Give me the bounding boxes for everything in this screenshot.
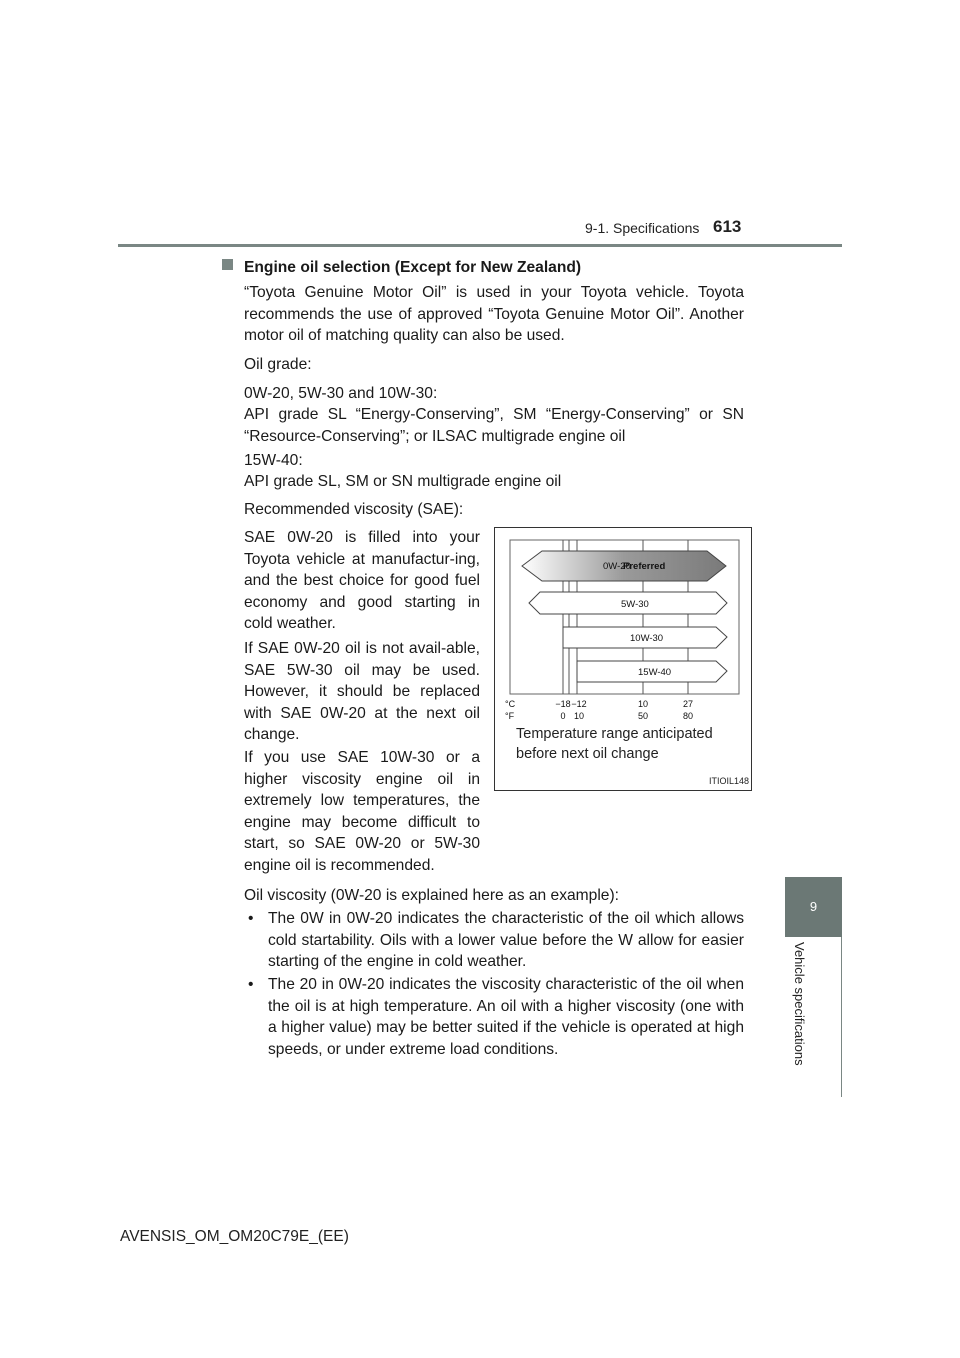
bullet-text: The 20 in 0W-20 indicates the viscosity characteristic of the oil when the oil is at high temperature. An oil with a higher viscosity (one with a higher value) may be better suited if the vehicle is operated at high speeds, or under extreme load conditions.: [268, 976, 744, 1058]
grade1-title: 0W-20, 5W-30 and 10W-30:: [244, 385, 438, 402]
para-10w30: If you use SAE 10W-30 or a higher viscosity engine oil in extremely low temperatures, the engine may become difficult to start, so SAE 0W-20 or 5W-30 engine oil is recommended.: [244, 749, 480, 874]
side-rail: [841, 937, 842, 1097]
document-id: AVENSIS_OM_OM20C79E_(EE): [120, 1228, 349, 1245]
section-heading-wrap: [244, 257, 744, 279]
tick-c: 27: [682, 699, 694, 709]
tick-c: −12: [571, 699, 587, 709]
figure-caption: [516, 724, 713, 764]
bar-label-5w30: 5W-30: [621, 599, 649, 610]
bullet-dot: •: [248, 910, 254, 927]
heading-square-icon: [222, 259, 233, 270]
unit-fahrenheit: °F: [505, 711, 515, 721]
tick-f: 10: [573, 711, 585, 721]
bar-label-15w40: 15W-40: [638, 667, 672, 678]
tick-c: 10: [637, 699, 649, 709]
grade2-title: 15W-40:: [244, 452, 303, 469]
para-5w30: If SAE 0W-20 oil is not avail-able, SAE 5W-30 oil may be used. However, it should be replaced with SAE 0W-20 at the next oil change.: [244, 640, 480, 743]
page-number: 613: [713, 217, 742, 236]
figure-id: ITIOIL148: [709, 776, 750, 786]
bar-extra-0w20: Preferred: [623, 561, 666, 572]
bar-label-10w30: 10W-30: [630, 633, 664, 644]
para-0w20: SAE 0W-20 is filled into your Toyota vehicle at manufactur-ing, and the best choice for good fuel economy and good starting in cold weather.: [244, 529, 480, 632]
tick-f: 50: [637, 711, 649, 721]
tick-f: 0: [560, 711, 566, 721]
caption-line: Temperature range anticipated: [516, 726, 713, 742]
viscosity-example: Oil viscosity (0W-20 is explained here as an example):: [244, 887, 619, 904]
tick-c: −18: [555, 699, 571, 709]
bullet-dot: •: [248, 976, 254, 993]
header-rule: [118, 244, 842, 247]
section-title: 9-1. Specifications: [585, 220, 700, 236]
chapter-label-wrap: [792, 942, 823, 1092]
section-heading: Engine oil selection (Except for New Zealand): [244, 259, 582, 276]
grade2-text: API grade SL, SM or SN multigrade engine oil: [244, 473, 562, 490]
oil-grade-label: Oil grade:: [244, 356, 312, 373]
chapter-label: Vehicle specifications: [792, 942, 807, 1066]
bullet-text: The 0W in 0W-20 indicates the characteristic of the oil which allows cold startability. Oils with a lower value before the W allow for easier starting of the engine in cold weather.: [268, 910, 744, 970]
grade1-text: API grade SL “Energy-Conserving”, SM “Energy-Conserving” or SN “Resource-Conserving”; or ILSAC multigrade engine oil: [244, 406, 744, 445]
bar-label-0w20: 0W-20: [603, 561, 631, 572]
viscosity-label: Recommended viscosity (SAE):: [244, 501, 464, 518]
tick-f: 80: [682, 711, 694, 721]
intro-paragraph: “Toyota Genuine Motor Oil” is used in your Toyota vehicle. Toyota recommends the use of approved “Toyota Genuine Motor Oil”. Another motor oil of matching quality can also be used.: [244, 284, 744, 344]
chapter-tab: 9: [785, 877, 842, 937]
unit-celsius: °C: [505, 699, 516, 709]
caption-line: before next oil change: [516, 746, 659, 762]
